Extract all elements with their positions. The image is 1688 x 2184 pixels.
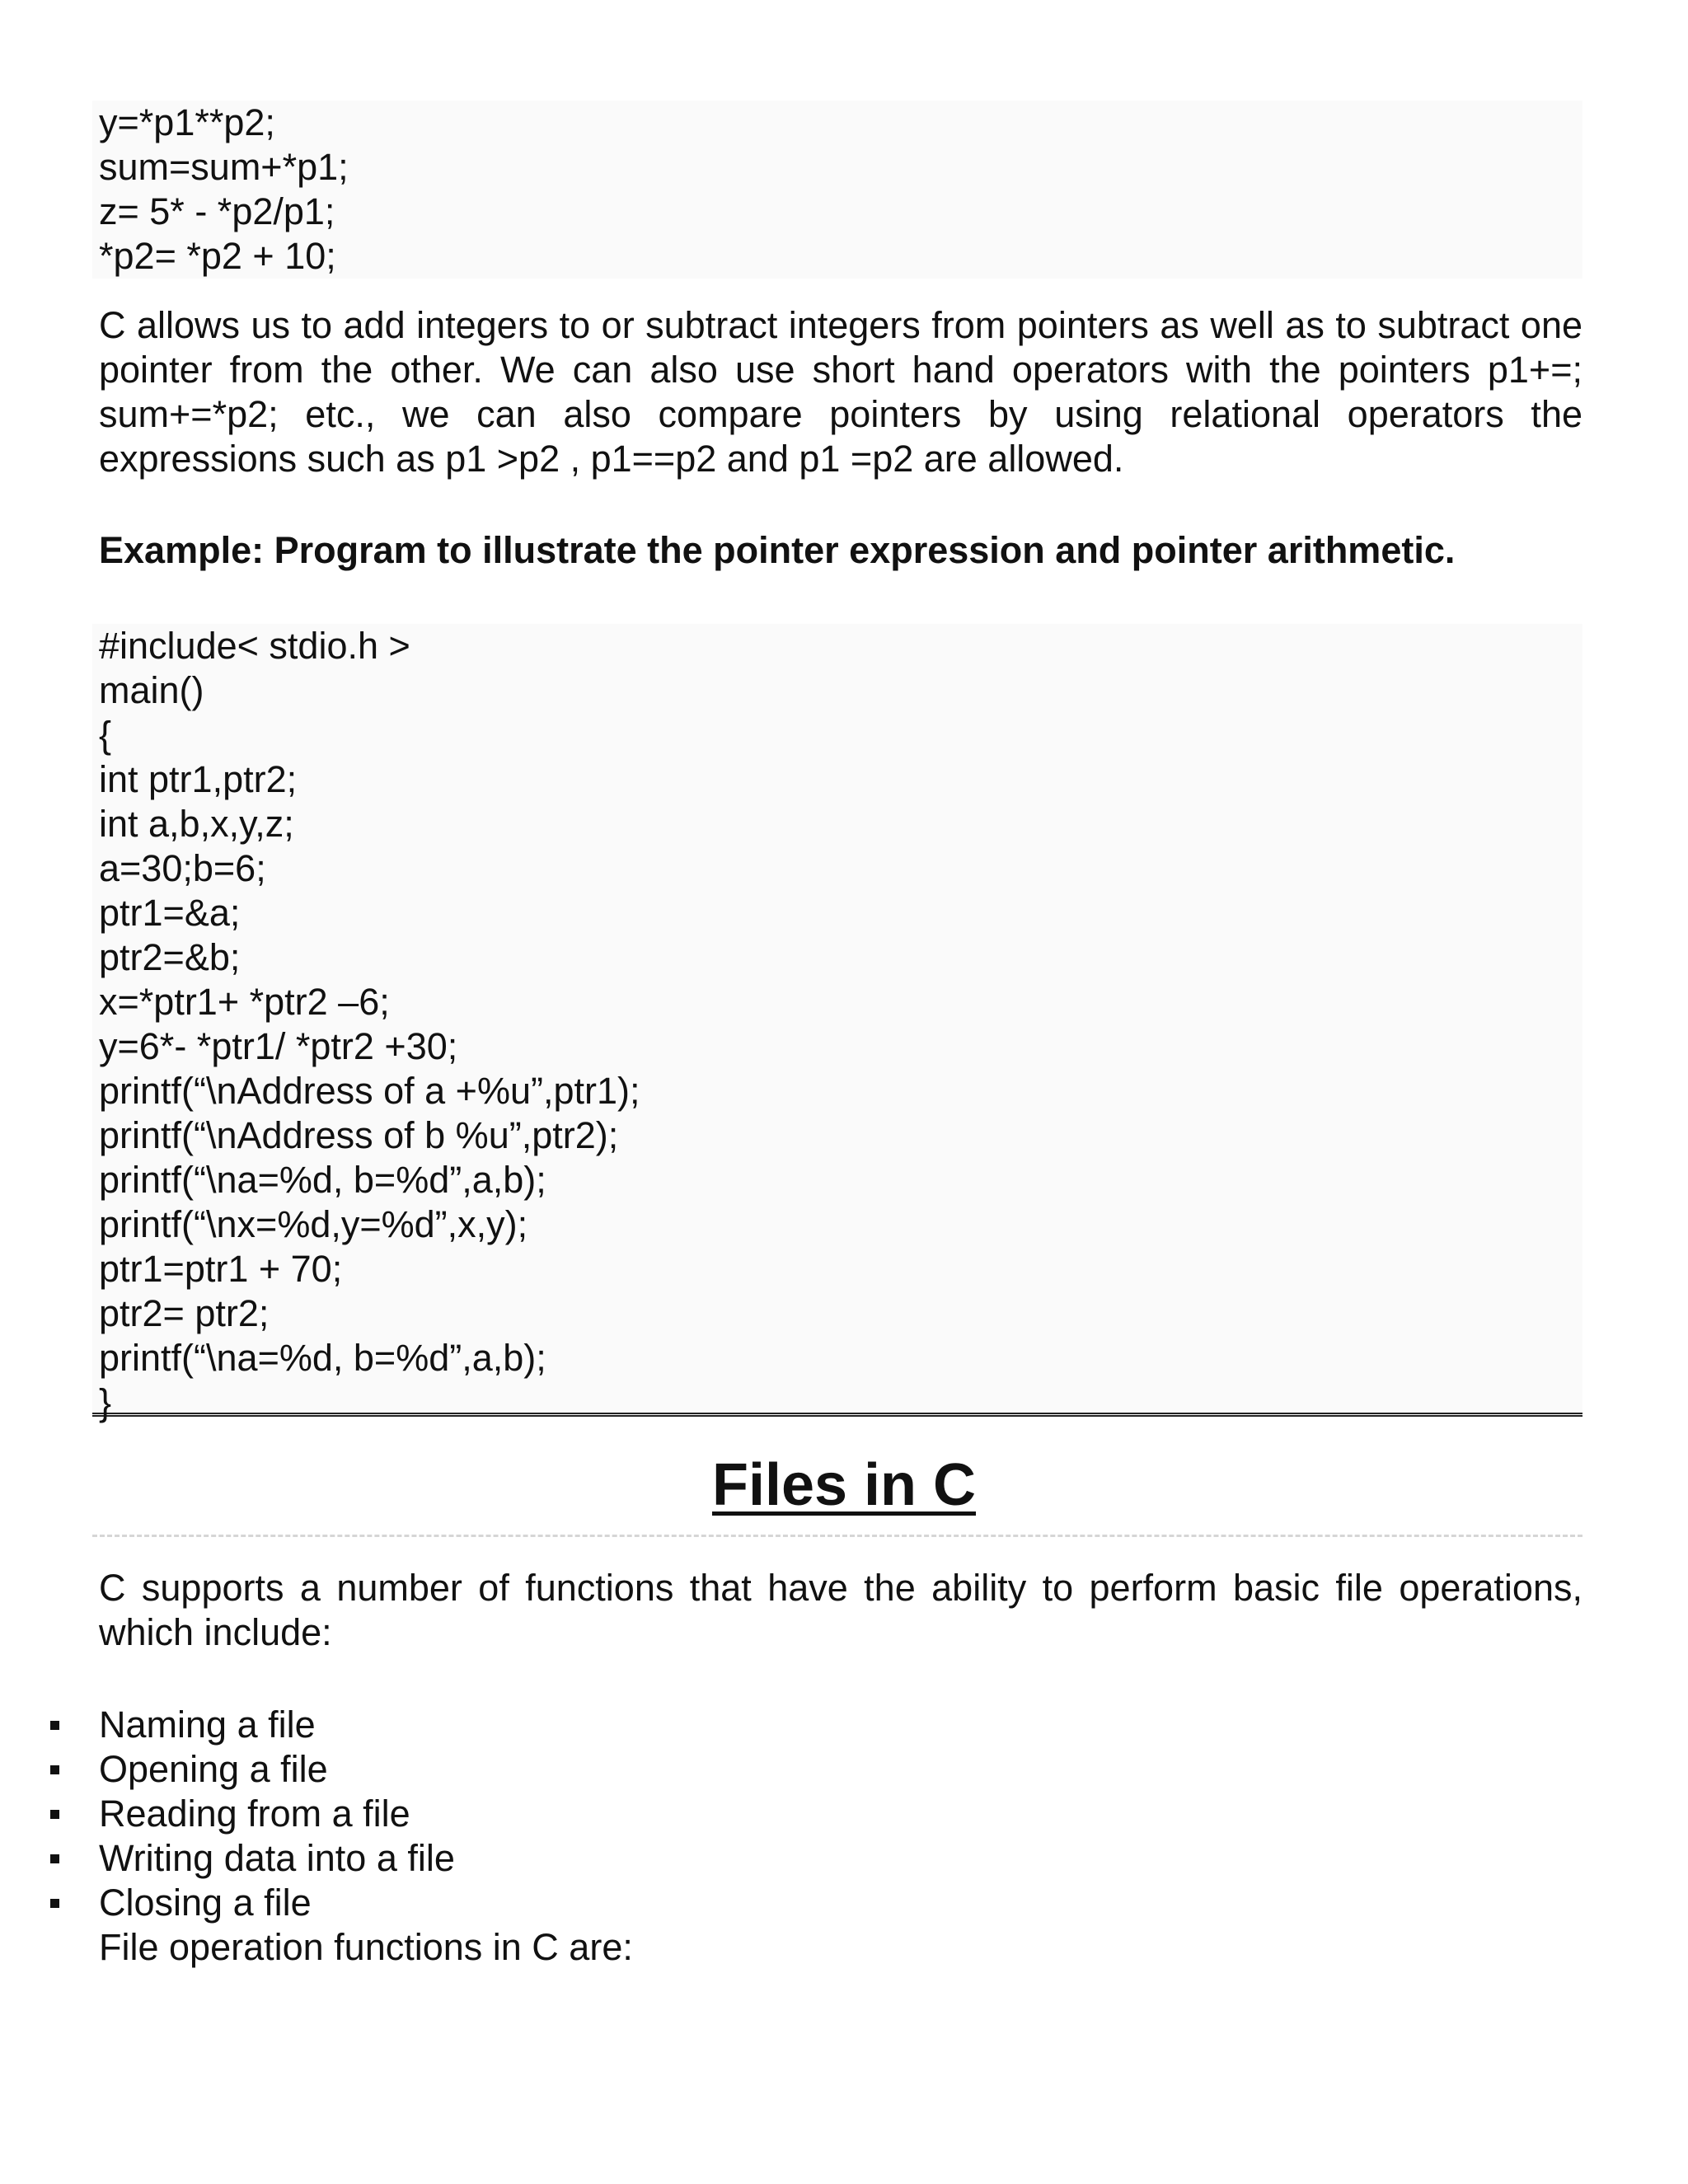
list-item-label: Naming a file (99, 1704, 316, 1746)
code-snippet-pointer-expressions (92, 101, 1582, 279)
code-line: *p2= *p2 + 10; (99, 235, 336, 277)
code-line: ptr2= ptr2; (99, 1292, 270, 1334)
square-bullet-icon (50, 1899, 59, 1908)
list-item (0, 1703, 1582, 1747)
list-item-label: Reading from a file (99, 1793, 410, 1835)
list-item-label: Closing a file (99, 1882, 312, 1924)
code-line: y=6*- *ptr1/ *ptr2 +30; (99, 1025, 458, 1067)
code-line: int a,b,x,y,z; (99, 803, 294, 845)
code-line: ptr1=ptr1 + 70; (99, 1248, 343, 1290)
code-line: #include< stdio.h > (99, 625, 410, 667)
square-bullet-icon (50, 1854, 59, 1863)
section-title: Files in C (711, 1452, 977, 1518)
code-line: printf(“\na=%d, b=%d”,a,b); (99, 1337, 546, 1379)
files-intro-paragraph: C supports a number of functions that have the ability to perform basic file operations, which include: (99, 1567, 1582, 1653)
list-item-label: Opening a file (99, 1748, 328, 1790)
code-line: ptr2=&b; (99, 936, 241, 978)
code-line: printf(“\nx=%d,y=%d”,x,y); (99, 1203, 528, 1245)
code-line: x=*ptr1+ *ptr2 –6; (99, 981, 390, 1023)
code-example-program (92, 624, 1582, 1423)
list-item (0, 1836, 1582, 1881)
square-bullet-icon (50, 1721, 59, 1730)
file-functions-lead-in: File operation functions in C are: (99, 1926, 633, 1968)
square-bullet-icon (50, 1765, 59, 1774)
code-line: int ptr1,ptr2; (99, 758, 298, 800)
file-operations-list (0, 1703, 1582, 1925)
code-line: main() (99, 669, 204, 711)
code-line: printf(“\nAddress of a +%u”,ptr1); (99, 1070, 640, 1112)
code-line: z= 5* - *p2/p1; (99, 190, 335, 232)
section-divider (92, 1535, 1582, 1537)
code-line: printf(“\nAddress of b %u”,ptr2); (99, 1114, 619, 1156)
code-line: a=30;b=6; (99, 847, 266, 889)
square-bullet-icon (50, 1810, 59, 1819)
list-item-label: Writing data into a file (99, 1837, 455, 1879)
list-item (0, 1747, 1582, 1792)
example-heading: Example: Program to illustrate the pointer expression and pointer arithmetic. (99, 529, 1456, 571)
code-line: { (99, 714, 112, 756)
code-line: printf(“\na=%d, b=%d”,a,b); (99, 1159, 546, 1201)
list-item (0, 1792, 1582, 1836)
code-line: sum=sum+*p1; (99, 146, 349, 188)
pointer-arithmetic-paragraph: C allows us to add integers to or subtract integers from pointers as well as to subtract one pointer from the other. We can also use short hand operators with the pointers p1+=; sum+=*p2; etc., we can also compare pointers by using relational operators the expressions such as p1 >p2 , p1==p2 and p1 =p2 are allowed. (99, 304, 1582, 480)
code-line: ptr1=&a; (99, 892, 241, 934)
list-item (0, 1881, 1582, 1925)
code-line: } (99, 1381, 112, 1423)
code-line: y=*p1**p2; (99, 101, 275, 143)
